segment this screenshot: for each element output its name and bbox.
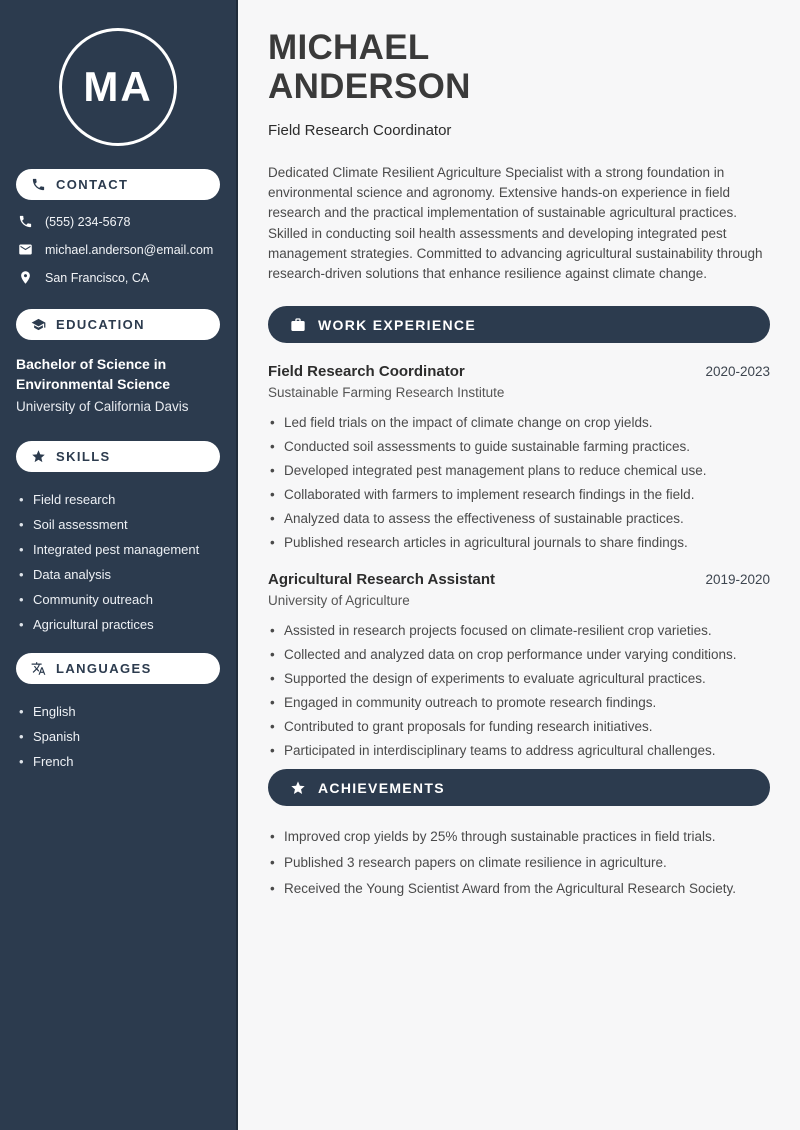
- name-line-2: ANDERSON: [268, 67, 471, 106]
- languages-heading: LANGUAGES: [56, 661, 152, 676]
- job-entry: [268, 363, 770, 551]
- work-experience-heading: WORK EXPERIENCE: [318, 316, 476, 333]
- job-bullet: • Developed integrated pest management plans to reduce chemical use.: [268, 462, 770, 479]
- languages-list: [18, 704, 226, 770]
- name-heading: [268, 28, 770, 106]
- job-bullet-list: [268, 622, 770, 759]
- skill-item: • Agricultural practices: [18, 617, 226, 633]
- job-bullet: • Collected and analyzed data on crop performance under varying conditions.: [268, 646, 770, 663]
- job-company: Sustainable Farming Research Institute: [268, 385, 505, 401]
- briefcase-icon: [290, 317, 306, 333]
- achievements-heading: ACHIEVEMENTS: [318, 779, 445, 796]
- degree-name: Bachelor of Science in Environmental Science: [16, 356, 171, 392]
- school-name: University of California Davis: [16, 399, 189, 414]
- main-content: [238, 0, 800, 1130]
- job-bullet: • Contributed to grant proposals for funding research initiatives.: [268, 718, 770, 735]
- professional-summary: Dedicated Climate Resilient Agriculture Specialist with a strong foundation in environmental science and agronomy. Extensive hands-on experience in field research and the practical implementation of sustainable agricultural practices. Skilled in conducting soil health assessments and developing integrated pest management strategies. Committed to advancing agricultural sustainability through research-driven solutions that enhance resilience against climate change.: [268, 165, 763, 282]
- contact-phone-row: [18, 214, 224, 229]
- avatar: MA: [59, 28, 177, 146]
- name-line-1: MICHAEL: [268, 28, 430, 67]
- job-bullet: • Conducted soil assessments to guide sustainable farming practices.: [268, 438, 770, 455]
- phone-icon: [18, 214, 33, 229]
- job-bullet: • Analyzed data to assess the effectiveness of sustainable practices.: [268, 510, 770, 527]
- job-title: Agricultural Research Assistant: [268, 571, 496, 589]
- contact-section-header: [16, 169, 220, 200]
- achievements-banner: [268, 769, 770, 806]
- job-head: [268, 363, 770, 380]
- job-head: [268, 571, 770, 588]
- job-bullet: • Supported the design of experiments to evaluate agricultural practices.: [268, 670, 770, 687]
- job-bullet: • Published research articles in agricultural journals to share findings.: [268, 534, 770, 551]
- skill-item: • Community outreach: [18, 592, 226, 608]
- job-dates: 2019-2020: [705, 572, 770, 588]
- job-bullet: • Participated in interdisciplinary teams to address agricultural challenges.: [268, 742, 770, 759]
- skill-item: • Integrated pest management: [18, 542, 226, 558]
- job-company: University of Agriculture: [268, 593, 410, 609]
- job-bullet: • Engaged in community outreach to promote research findings.: [268, 694, 770, 711]
- phone-number: (555) 234-5678: [45, 214, 131, 229]
- job-title: Field Research Coordinator: [268, 363, 465, 381]
- sidebar: [0, 0, 238, 1130]
- achievement-item: • Published 3 research papers on climate resilience in agriculture.: [268, 854, 770, 871]
- education-block: [16, 354, 220, 417]
- email-address: michael.anderson@email.com: [45, 242, 214, 257]
- job-entry: [268, 571, 770, 759]
- education-section-header: [16, 309, 220, 340]
- skills-heading: SKILLS: [56, 449, 111, 464]
- star-icon: [290, 780, 306, 796]
- skills-list: [18, 492, 226, 633]
- phone-icon: [31, 177, 46, 192]
- job-bullet: • Led field trials on the impact of climate change on crop yields.: [268, 414, 770, 431]
- languages-section-header: [16, 653, 220, 684]
- star-icon: [31, 449, 46, 464]
- email-icon: [18, 242, 33, 257]
- achievements-list: [268, 828, 770, 897]
- work-experience-banner: [268, 306, 770, 343]
- job-bullet-list: [268, 414, 770, 551]
- location-icon: [18, 270, 33, 285]
- translate-icon: [31, 661, 46, 676]
- skill-item: • Soil assessment: [18, 517, 226, 533]
- contact-location-row: [18, 270, 224, 285]
- language-item: • Spanish: [18, 729, 226, 745]
- avatar-wrap: [0, 28, 236, 146]
- language-item: • English: [18, 704, 226, 720]
- skill-item: • Field research: [18, 492, 226, 508]
- job-bullet: • Assisted in research projects focused on climate-resilient crop varieties.: [268, 622, 770, 639]
- current-job-title: Field Research Coordinator: [268, 122, 452, 139]
- achievement-item: • Received the Young Scientist Award from the Agricultural Research Society.: [268, 880, 770, 897]
- graduation-cap-icon: [31, 317, 46, 332]
- job-bullet: • Collaborated with farmers to implement research findings in the field.: [268, 486, 770, 503]
- location-text: San Francisco, CA: [45, 270, 150, 285]
- skill-item: • Data analysis: [18, 567, 226, 583]
- contact-heading: CONTACT: [56, 177, 129, 192]
- education-heading: EDUCATION: [56, 317, 145, 332]
- contact-list: [18, 214, 224, 285]
- language-item: • French: [18, 754, 226, 770]
- contact-email-row: [18, 242, 224, 257]
- achievement-item: • Improved crop yields by 25% through sustainable practices in field trials.: [268, 828, 770, 845]
- skills-section-header: [16, 441, 220, 472]
- job-dates: 2020-2023: [705, 364, 770, 380]
